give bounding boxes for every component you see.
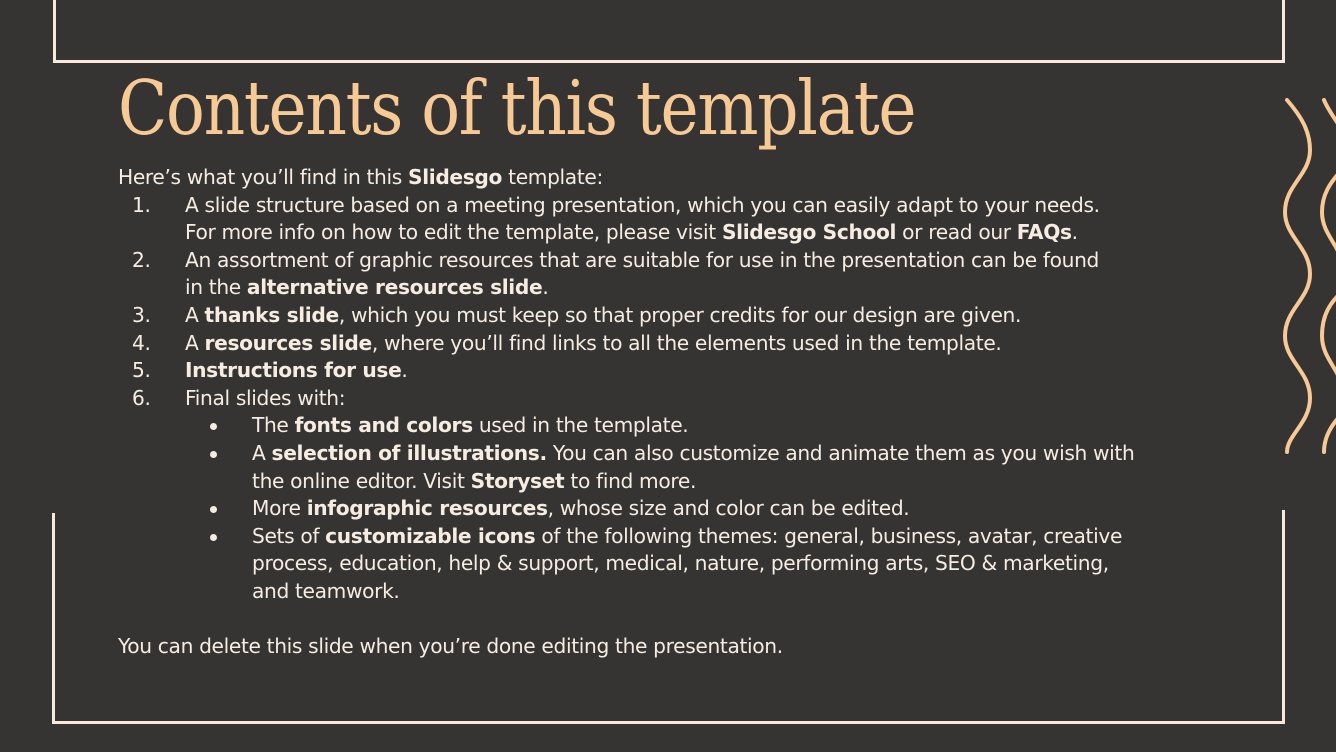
bullet-item-illustrations xyxy=(185,440,1228,495)
wavy-line-decoration xyxy=(1270,90,1336,465)
item-text: An assortment of graphic resources that are suitable for use in the presentation can be found xyxy=(185,247,1100,272)
bottom-frame-right-line xyxy=(1282,510,1285,724)
bullet-text: and teamwork. xyxy=(252,578,400,603)
item-text: , where you’ll find links to all the elements used in the template. xyxy=(371,330,1002,355)
intro-paragraph xyxy=(118,164,1228,192)
item-text: . xyxy=(401,358,408,383)
numbered-item-1 xyxy=(118,192,1228,247)
numbered-list xyxy=(118,192,1228,606)
item-text: A xyxy=(185,330,205,355)
numbered-item-6 xyxy=(118,385,1228,606)
item-text: in the xyxy=(185,275,247,300)
item-text: Final slides with: xyxy=(185,385,346,410)
numbered-item-5 xyxy=(118,357,1228,385)
item-text: . xyxy=(542,275,549,300)
bullet-item-fonts xyxy=(185,412,1228,440)
bullet-text: The xyxy=(252,413,295,438)
item-text: or read our xyxy=(896,220,1017,245)
bullet-text: Sets of xyxy=(252,523,326,548)
illustrations-link[interactable]: selection of illustrations. xyxy=(271,440,547,465)
bullet-text: of the following themes: general, business, avatar, creative xyxy=(535,523,1123,548)
storyset-link[interactable]: Storyset xyxy=(470,468,565,493)
numbered-item-2 xyxy=(118,247,1228,302)
instructions-link[interactable]: Instructions for use xyxy=(185,358,402,383)
intro-text: Here’s what you’ll find in this xyxy=(118,165,408,189)
bottom-frame-left-line xyxy=(52,513,55,724)
bullet-item-infographics xyxy=(185,495,1228,523)
bullet-text: process, education, help & support, medical, nature, performing arts, SEO & marketing, xyxy=(252,551,1109,576)
bullet-text: A xyxy=(252,440,272,465)
outro-paragraph: You can delete this slide when you’re done editing the presentation. xyxy=(118,634,783,659)
item-number: 4. xyxy=(132,330,151,355)
item-number: 2. xyxy=(132,247,151,272)
bullet-list xyxy=(185,412,1228,605)
bullet-text: More xyxy=(252,496,307,521)
infographic-resources-link[interactable]: infographic resources xyxy=(306,496,548,521)
numbered-item-3 xyxy=(118,302,1228,330)
item-number: 6. xyxy=(132,385,151,410)
bullet-text: used in the template. xyxy=(472,413,689,438)
thanks-slide-link[interactable]: thanks slide xyxy=(204,302,339,327)
wavy-line-1 xyxy=(1285,100,1310,452)
item-number: 3. xyxy=(132,302,151,327)
top-frame-right-line xyxy=(1282,0,1285,63)
bullet-icon xyxy=(210,506,217,513)
numbered-item-4 xyxy=(118,330,1228,358)
slide-title: Contents of this template xyxy=(118,64,916,152)
top-frame-left-line xyxy=(53,0,56,63)
slide-body xyxy=(118,164,1228,661)
customizable-icons-link[interactable]: customizable icons xyxy=(325,523,536,548)
bullet-item-icons xyxy=(185,523,1228,606)
bullet-icon xyxy=(210,534,217,541)
bullet-text: You can also customize and animate them as you wish with xyxy=(546,440,1135,465)
item-number: 1. xyxy=(132,192,151,217)
item-text: . xyxy=(1071,220,1078,245)
intro-bold-slidesgo: Slidesgo xyxy=(408,165,503,189)
resources-slide-link[interactable]: resources slide xyxy=(204,330,372,355)
bullet-text: the online editor. Visit xyxy=(252,468,471,493)
faqs-link[interactable]: FAQs xyxy=(1016,220,1072,245)
item-text: A slide structure based on a meeting presentation, which you can easily adapt to your needs. xyxy=(185,192,1100,217)
item-text: For more info on how to edit the template, please visit xyxy=(185,220,722,245)
item-text: , which you must keep so that proper credits for our design are given. xyxy=(338,302,1022,327)
wavy-line-2 xyxy=(1322,100,1336,452)
bottom-frame-bottom-line xyxy=(52,721,1285,724)
bullet-icon xyxy=(210,423,217,430)
bullet-text: , whose size and color can be edited. xyxy=(547,496,910,521)
bullet-icon xyxy=(210,451,217,458)
bullet-text: to find more. xyxy=(564,468,697,493)
alternative-resources-link[interactable]: alternative resources slide xyxy=(246,275,543,300)
item-number: 5. xyxy=(132,358,151,383)
slidesgo-school-link[interactable]: Slidesgo School xyxy=(721,220,897,245)
item-text: A xyxy=(185,302,205,327)
fonts-and-colors-link[interactable]: fonts and colors xyxy=(294,413,473,438)
intro-text-end: template: xyxy=(502,165,603,189)
